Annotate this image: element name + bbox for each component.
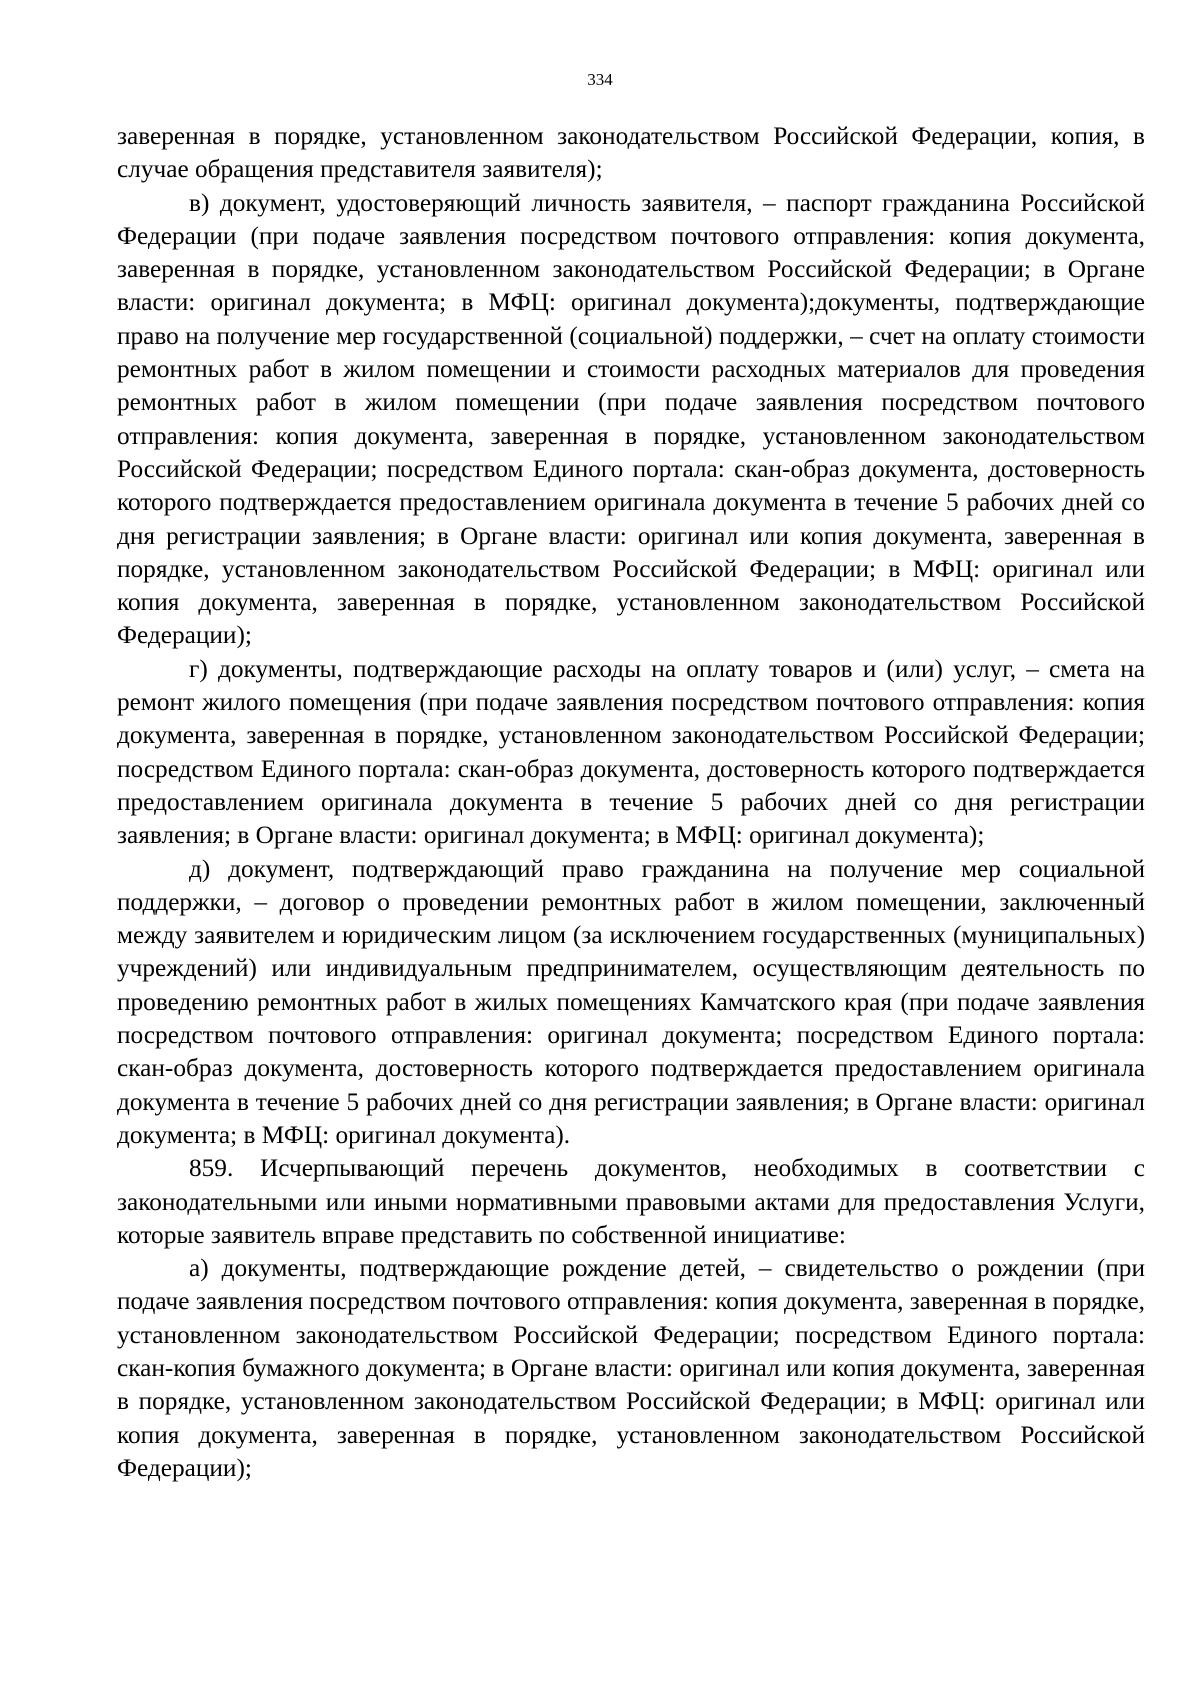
document-body (117, 120, 1145, 1485)
paragraph: а) документы, подтверждающие рождение детей, – свидетельство о рождении (при подаче заявления посредством почтового отправления: копия документа, заверенная в порядке, установленном законодательством Российской Федерации; посредством Единого портала: скан-копия бумажного документа; в Органе власти: оригинал или копия документа, заверенная в порядке, установленном законодательством Российской Федерации; в МФЦ: оригинал или копия документа, заверенная в порядке, установленном законодательством Российской Федерации); (117, 1254, 1145, 1482)
paragraph: заверенная в порядке, установленном законодательством Российской Федерации, копия, в случае обращения представителя заявителя); (117, 122, 1145, 184)
paragraph: г) документы, подтверждающие расходы на оплату товаров и (или) услуг, – смета на ремонт жилого помещения (при подаче заявления посредством почтового отправления: копия документа, заверенная в порядке, установленном законодательством Российской Федерации; посредством Единого портала: скан-образ документа, достоверность которого подтверждается предоставлением оригинала документа в течение 5 рабочих дней со дня регистрации заявления; в Органе власти: оригинал документа; в МФЦ: оригинал документа); (117, 654, 1145, 850)
paragraph: 859. Исчерпывающий перечень документов, необходимых в соответствии с законодательными или иными нормативными правовыми актами для предоставления Услуги, которые заявитель вправе представить по собственной инициативе: (117, 1154, 1145, 1249)
paragraph: д) документ, подтверждающий право гражданина на получение мер социальной поддержки, – договор о проведении ремонтных работ в жилом помещении, заключенный между заявителем и юридическим лицом (за исключением государственных (муниципальных) учреждений) или индивидуальным предпринимателем, осуществляющим деятельность по проведению ремонтных работ в жилых помещениях Камчатского края (при подаче заявления посредством почтового отправления: оригинал документа; посредством Единого портала: скан-образ документа, достоверность которого подтверждается предоставлением оригинала документа в течение 5 рабочих дней со дня регистрации заявления; в Органе власти: оригинал документа; в МФЦ: оригинал документа). (117, 854, 1145, 1149)
page-number: 334 (587, 70, 613, 89)
paragraph: в) документ, удостоверяющий личность заявителя, – паспорт гражданина Российской Федерации (при подаче заявления посредством почтового отправления: копия документа, заверенная в порядке, установленном законодательством Российской Федерации; в Органе власти: оригинал документа; в МФЦ: оригинал документа);документы, подтверждающие право на получение мер государственной (социальной) поддержки, – счет на оплату стоимости ремонтных работ в жилом помещении и стоимости расходных материалов для проведения ремонтных работ в жилом помещении (при подаче заявления посредством почтового отправления: копия документа, заверенная в порядке, установленном законодательством Российской Федерации; посредством Единого портала: скан-образ документа, достоверность которого подтверждается предоставлением оригинала документа в течение 5 рабочих дней со дня регистрации заявления; в Органе власти: оригинал или копия документа, заверенная в порядке, установленном законодательством Российской Федерации; в МФЦ: оригинал или копия документа, заверенная в порядке, установленном законодательством Российской Федерации); (117, 188, 1145, 650)
